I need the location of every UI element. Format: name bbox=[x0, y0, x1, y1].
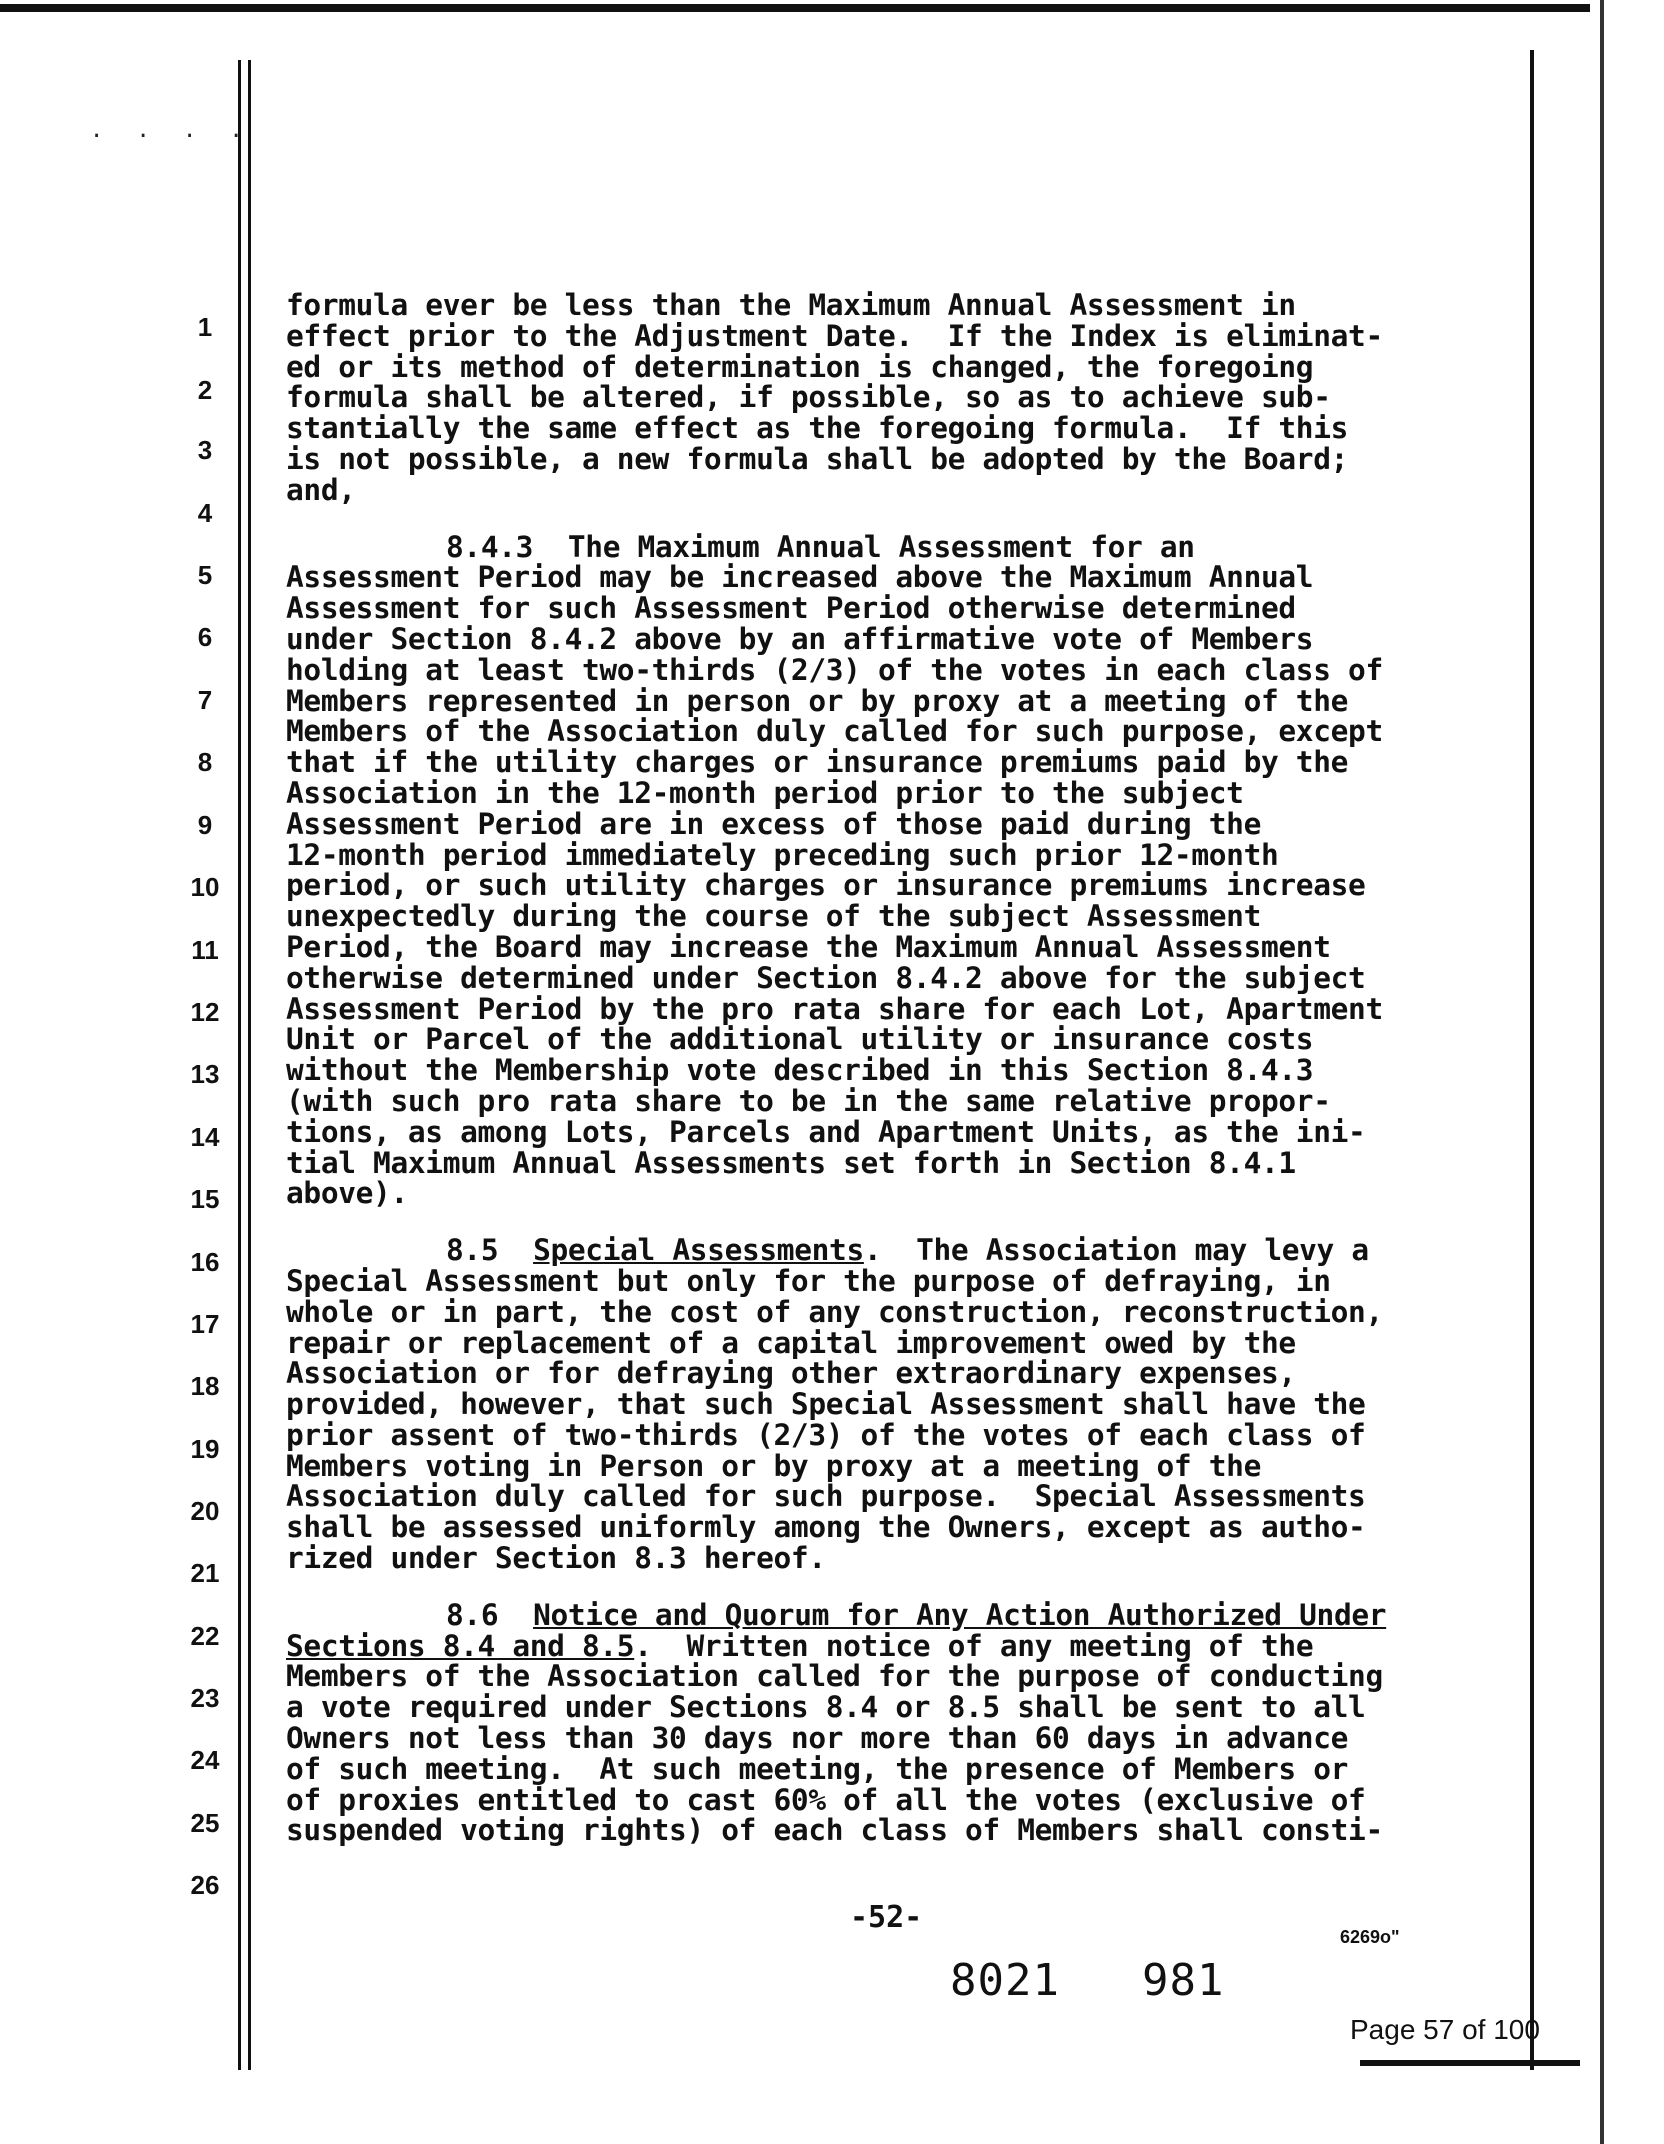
text-line: Association or for defraying other extraordinary expenses, bbox=[286, 1356, 1296, 1391]
scan-border-right bbox=[1600, 0, 1604, 2144]
text-line: Special Assessment but only for the purpose of defraying, in bbox=[286, 1263, 1331, 1298]
text-line: stantially the same effect as the foregoing formula. If this bbox=[286, 411, 1349, 446]
line-number: 13 bbox=[190, 1059, 220, 1089]
line-number: 10 bbox=[190, 872, 220, 902]
text-line: shall be assessed uniformly among the Owners, except as autho- bbox=[286, 1510, 1366, 1545]
book-number: 8021 bbox=[950, 1955, 1060, 2006]
paragraph-8-4-3 bbox=[286, 529, 1516, 1211]
text-line: Association duly called for such purpose. Special Assessments bbox=[286, 1479, 1366, 1514]
text-line: above). bbox=[286, 1176, 408, 1211]
paragraph-8-6: 8.6 Notice and Quorum for Any Action Authorized Under Sections 8.4 and 8.5. Written notice of any meeting of the Members of the Association called for the purpose of conducting a vote required under Sections 8.4 or 8.5 shall be sent to all Owners not less than 30 days nor more than 60 days in advance of such meeting. At such meeting, the presence of Members or of proxies entitled to cast 60% of all the votes (exclusive of suspended voting rights) of each class of Members shall consti- bbox=[286, 1600, 1516, 1846]
text-line: Association in the 12-month period prior to the subject bbox=[286, 775, 1244, 810]
line-number: 9 bbox=[197, 810, 213, 840]
text-line: Assessment Period by the pro rata share for each Lot, Apartment bbox=[286, 991, 1383, 1026]
line-number: 21 bbox=[190, 1558, 220, 1588]
text-line: Owners not less than 30 days nor more than 60 days in advance bbox=[286, 1721, 1349, 1756]
line-number: 19 bbox=[190, 1434, 220, 1464]
text-line: Members of the Association duly called for such purpose, except bbox=[286, 714, 1383, 749]
text-line: rized under Section 8.3 hereof. bbox=[286, 1541, 826, 1576]
section-heading-cont: Sections 8.4 and 8.5 bbox=[286, 1628, 635, 1663]
right-margin-rule bbox=[1530, 50, 1534, 2070]
paragraph-8-5: 8.5 Special Assessments. The Association may levy a Special Assessment but only for the purpose of defraying, in whole or in part, the cost of any construction, reconstruction, repair or replacement of a capital improvement owed by the Association or for defraying other extraordinary expenses, provided, however, that such Special Assessment shall have the prior assent of two-thirds (2/3) of the votes of each class of Members voting in Person or by proxy at a meeting of the Association duly called for such purpose. Special Assessments shall be assessed uniformly among the Owners, except as autho- rized under Section 8.3 hereof. bbox=[286, 1235, 1516, 1574]
line-number: 12 bbox=[190, 997, 220, 1027]
line-number: 22 bbox=[190, 1621, 220, 1651]
line-number: 3 bbox=[197, 435, 213, 465]
page-count: Page 57 of 100 bbox=[1350, 2014, 1540, 2045]
paragraph-1 bbox=[286, 290, 1516, 506]
text-line: Members represented in person or by proxy at a meeting of the bbox=[286, 683, 1349, 718]
section-number: 8.6 bbox=[446, 1597, 499, 1632]
text-line: ed or its method of determination is changed, the foregoing bbox=[286, 349, 1314, 384]
line-number: 20 bbox=[190, 1496, 220, 1526]
line-number: 11 bbox=[191, 935, 219, 965]
document-code: 6269o" bbox=[1340, 1927, 1400, 1947]
text-line: unexpectedly during the course of the subject Assessment bbox=[286, 899, 1261, 934]
text-line: Members voting in Person or by proxy at a meeting of the bbox=[286, 1448, 1261, 1483]
line-number: 16 bbox=[190, 1247, 220, 1277]
text-line: period, or such utility charges or insurance premiums increase bbox=[286, 868, 1366, 903]
text-line: tions, as among Lots, Parcels and Apartment Units, as the ini- bbox=[286, 1114, 1366, 1149]
text-line: repair or replacement of a capital improvement owed by the bbox=[286, 1325, 1296, 1360]
scan-border-bottom bbox=[1360, 2060, 1580, 2066]
scan-border-top bbox=[0, 4, 1590, 12]
line-number: 18 bbox=[190, 1371, 220, 1401]
text-line: provided, however, that such Special Assessment shall have the bbox=[286, 1387, 1366, 1422]
text-line: whole or in part, the cost of any construction, reconstruction, bbox=[286, 1294, 1383, 1329]
line-number: 6 bbox=[197, 622, 213, 652]
text-line: under Section 8.4.2 above by an affirmative vote of Members bbox=[286, 621, 1314, 656]
text-line: holding at least two-thirds (2/3) of the votes in each class of bbox=[286, 652, 1383, 687]
line-number: 17 bbox=[190, 1309, 220, 1339]
line-number: 8 bbox=[197, 747, 213, 777]
text-line: a vote required under Sections 8.4 or 8.5 shall be sent to all bbox=[286, 1690, 1366, 1725]
line-number: 1 bbox=[197, 312, 213, 342]
line-number: 25 bbox=[190, 1808, 220, 1838]
text-line: suspended voting rights) of each class of Members shall consti- bbox=[286, 1813, 1383, 1848]
line-number: 24 bbox=[190, 1745, 220, 1775]
text-line: 12-month period immediately preceding such prior 12-month bbox=[286, 837, 1279, 872]
text-line: and, bbox=[286, 472, 356, 507]
text-line: tial Maximum Annual Assessments set forth in Section 8.4.1 bbox=[286, 1145, 1296, 1180]
line-number: 23 bbox=[190, 1683, 220, 1713]
text-line: of proxies entitled to cast 60% of all the votes (exclusive of bbox=[286, 1782, 1366, 1817]
book-page-number: 981 bbox=[1142, 1955, 1225, 2006]
line-number: 26 bbox=[190, 1870, 220, 1900]
text-line: of such meeting. At such meeting, the presence of Members or bbox=[286, 1751, 1349, 1786]
section-number: 8.5 bbox=[446, 1233, 499, 1268]
text-line: Unit or Parcel of the additional utility or insurance costs bbox=[286, 1022, 1314, 1057]
text-line: formula shall be altered, if possible, so as to achieve sub- bbox=[286, 380, 1331, 415]
line-number: 15 bbox=[190, 1184, 220, 1214]
section-heading: Notice and Quorum for Any Action Authorized Under bbox=[533, 1597, 1387, 1632]
line-number: 14 bbox=[190, 1122, 220, 1152]
text-line: Members of the Association called for the purpose of conducting bbox=[286, 1659, 1383, 1694]
line-number: 4 bbox=[197, 498, 213, 528]
section-8-4-3-lead: 8.4.3 The Maximum Annual Assessment for an bbox=[446, 529, 1195, 564]
text-line: (with such pro rata share to be in the same relative propor- bbox=[286, 1083, 1331, 1118]
left-margin-rule bbox=[238, 60, 241, 2070]
document-body bbox=[286, 290, 1516, 1846]
text-line: Assessment Period may be increased above the Maximum Annual bbox=[286, 560, 1314, 595]
text-line: without the Membership vote described in this Section 8.4.3 bbox=[286, 1053, 1314, 1088]
text-line: is not possible, a new formula shall be adopted by the Board; bbox=[286, 441, 1349, 476]
left-margin-rule-inner bbox=[248, 60, 251, 2070]
text-line: formula ever be less than the Maximum Annual Assessment in bbox=[286, 288, 1296, 322]
text-line: effect prior to the Adjustment Date. If the Index is eliminat- bbox=[286, 318, 1383, 353]
page-number: -52- bbox=[850, 1900, 923, 1935]
section-heading: Special Assessments bbox=[533, 1233, 864, 1268]
line-number: 5 bbox=[197, 560, 213, 590]
text-line: Assessment Period are in excess of those paid during the bbox=[286, 806, 1261, 841]
text-line: otherwise determined under Section 8.4.2 above for the subject bbox=[286, 960, 1366, 995]
text-line: prior assent of two-thirds (2/3) of the votes of each class of bbox=[286, 1417, 1366, 1452]
line-number: 2 bbox=[197, 375, 213, 405]
text-line: Period, the Board may increase the Maximum Annual Assessment bbox=[286, 929, 1331, 964]
text-line: Assessment for such Assessment Period otherwise determined bbox=[286, 591, 1296, 626]
line-number: 7 bbox=[197, 685, 213, 715]
scan-specks: . . . . bbox=[90, 118, 253, 143]
text-line: that if the utility charges or insurance premiums paid by the bbox=[286, 745, 1349, 780]
